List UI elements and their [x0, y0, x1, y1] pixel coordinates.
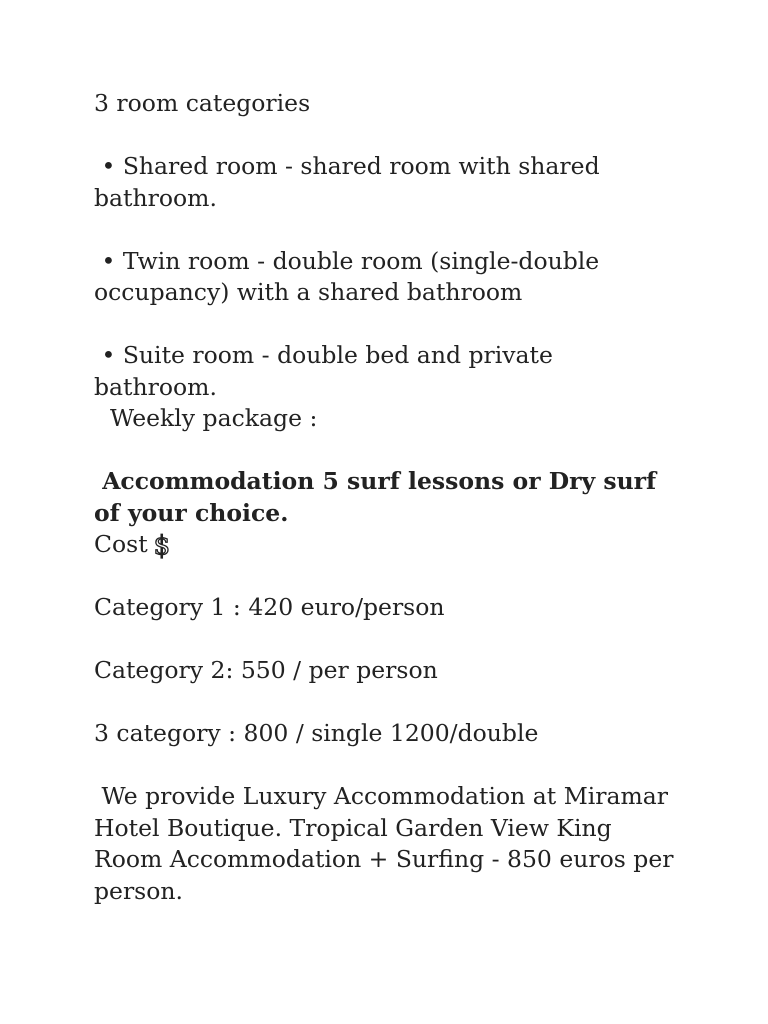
price-category-3: 3 category : 800 / single 1200/double — [94, 719, 539, 747]
room-item-twin-line2: occupancy) with a shared bathroom — [94, 278, 523, 306]
price-category-2: Category 2: 550 / per person — [94, 656, 438, 684]
spacer — [94, 561, 694, 593]
luxury-text-line2: Hotel Boutique. Tropical Garden View King — [94, 813, 612, 842]
luxury-text-line3: Room Accommodation + Surfing - 850 euros per — [94, 845, 674, 873]
room-item-shared-line2: bathroom. — [94, 183, 217, 212]
price-category-1: Category 1 : 420 euro/person — [94, 593, 445, 621]
package-description-line1: Accommodation 5 surf lessons or Dry surf — [94, 467, 657, 495]
document-page — [94, 88, 694, 907]
spacer — [94, 214, 694, 246]
weekly-package-label: Weekly package : — [110, 404, 318, 432]
dollar-icon: $ — [153, 531, 171, 561]
spacer — [94, 687, 694, 719]
package-description-line2: of your choice. — [94, 498, 289, 527]
spacer — [94, 120, 694, 152]
spacer — [94, 435, 694, 467]
room-item-suite-line2: bathroom. — [94, 372, 217, 401]
room-item-suite-line1: • Suite room - double bed and private — [94, 341, 553, 369]
room-item-shared-line1: • Shared room - shared room with shared — [94, 152, 600, 180]
luxury-text-line4: person. — [94, 876, 183, 905]
spacer — [94, 750, 694, 782]
spacer — [94, 624, 694, 656]
cost-line — [94, 529, 694, 561]
luxury-text-line1: We provide Luxury Accommodation at Miramar — [94, 782, 669, 810]
room-categories-heading: 3 room categories — [94, 89, 311, 117]
spacer — [94, 309, 694, 341]
cost-label: Cost — [94, 530, 148, 558]
room-item-twin-line1: • Twin room - double room (single-double — [94, 246, 600, 275]
